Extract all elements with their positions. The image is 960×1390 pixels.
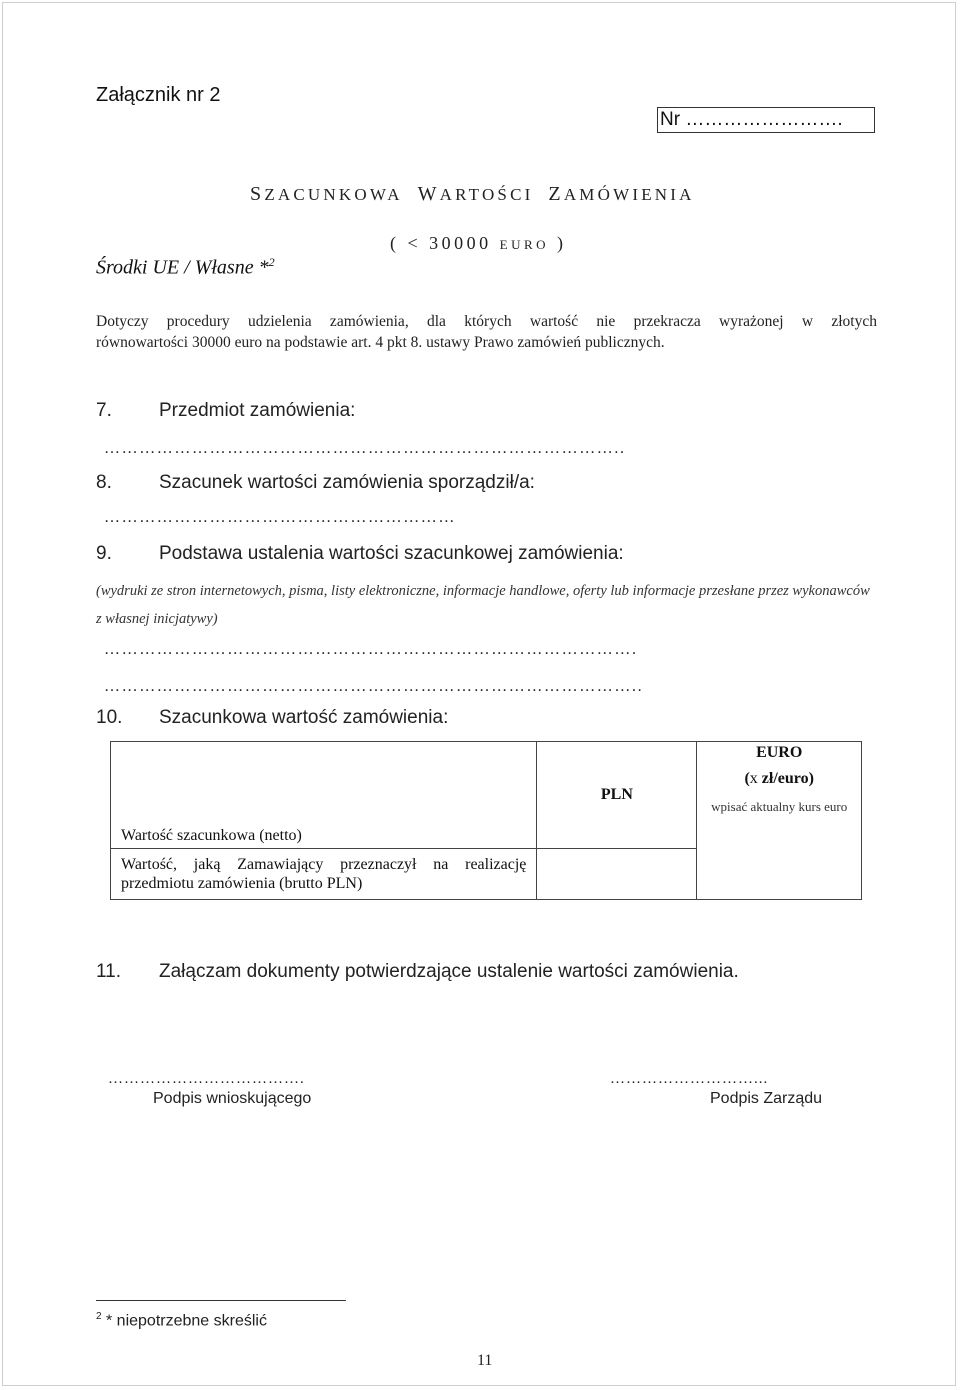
- value-table-header-row: [111, 742, 862, 849]
- euro-header: EURO: [756, 744, 803, 761]
- funds-footnote-ref: 2: [268, 255, 275, 269]
- title-initial-1: S: [250, 183, 265, 205]
- footnote-text: * niepotrzebne skreślić: [101, 1312, 267, 1330]
- section-11-number: 11.: [96, 961, 122, 982]
- section-9-fill-line-1[interactable]: ……………………………………………………………………………….: [104, 641, 638, 658]
- section-7-number: 7.: [96, 400, 112, 421]
- section-8-number: 8.: [96, 472, 112, 493]
- title-word-3: AMÓWIENIA: [563, 185, 695, 204]
- pln-header: PLN: [537, 742, 697, 849]
- footnote-ref: 2: [96, 1311, 102, 1322]
- threshold-prefix: ( < 30000: [390, 233, 492, 253]
- annex-title: Załącznik nr 2: [96, 84, 221, 106]
- euro-header-cell: [697, 742, 862, 900]
- funds-source-text: Środki UE / Własne *: [96, 256, 269, 279]
- board-signature-line[interactable]: ………………………...: [610, 1071, 769, 1087]
- euro-rate: (x zł/euro): [744, 770, 814, 787]
- applicant-signature-line[interactable]: ……………………………….: [108, 1071, 305, 1087]
- title-initial-3: Z: [548, 183, 564, 205]
- board-signature-label: Podpis Zarządu: [710, 1090, 823, 1107]
- euro-rate-note: wpisać aktualny kurs euro: [711, 799, 848, 814]
- section-8-label: Szacunek wartości zamówienia sporządził/a:: [159, 472, 535, 493]
- section-10-label: Szacunkowa wartość zamówienia:: [159, 707, 449, 728]
- value-table: [110, 741, 862, 900]
- procedure-description: [96, 311, 877, 353]
- title-word-1: ZACUNKOWA: [264, 185, 403, 204]
- row2-label: Wartość, jaką Zamawiający przeznaczył na realizację przedmiotu zamówienia (brutto PLN): [111, 849, 537, 900]
- section-10-number: 10.: [96, 707, 123, 728]
- threshold-note: [390, 233, 567, 254]
- footnote: [96, 1311, 267, 1330]
- row1-label-cell: [111, 742, 537, 849]
- section-9-note: (wydruki ze stron internetowych, pisma, listy elektroniczne, informacje handlowe, oferty lub informacje przesłane przez wykonawców z własnej inicjatywy): [96, 583, 870, 627]
- title-initial-2: W: [417, 183, 440, 205]
- section-9-fill-line-2[interactable]: ………………………………………………………………………………..: [104, 678, 644, 695]
- nr-field[interactable]: Nr …………………….: [657, 107, 875, 133]
- threshold-suffix: ): [557, 233, 567, 253]
- funds-source: [96, 255, 275, 280]
- procedure-line-1: Dotyczy procedury udzielenia zamówienia, dla których wartość nie przekracza wyrażonej w złotych: [96, 313, 877, 330]
- procedure-line-2: równowartości 30000 euro na podstawie art. 4 pkt 8. ustawy Prawo zamówień publicznych.: [96, 334, 665, 351]
- section-7-fill-line[interactable]: ……………………………………………………………………………..: [104, 440, 626, 457]
- page-number: 11: [477, 1352, 493, 1369]
- section-11-label: Załączam dokumenty potwierdzające ustalenie wartości zamówienia.: [159, 961, 739, 982]
- footnote-separator: [96, 1300, 346, 1301]
- section-7-label: Przedmiot zamówienia:: [159, 400, 356, 421]
- title-word-2: ARTOŚCI: [439, 185, 534, 204]
- euro-rate-x[interactable]: x: [749, 770, 758, 787]
- applicant-signature-label: Podpis wnioskującego: [153, 1090, 312, 1107]
- row1-label: Wartość szacunkowa (netto): [121, 827, 302, 844]
- threshold-unit: EURO: [499, 237, 550, 252]
- section-9-number: 9.: [96, 543, 112, 564]
- document-title: [250, 183, 695, 206]
- row2-pln-cell[interactable]: [537, 849, 697, 900]
- section-8-fill-line[interactable]: ……………………………………………………: [104, 509, 456, 526]
- section-9-label: Podstawa ustalenia wartości szacunkowej zamówienia:: [159, 543, 624, 564]
